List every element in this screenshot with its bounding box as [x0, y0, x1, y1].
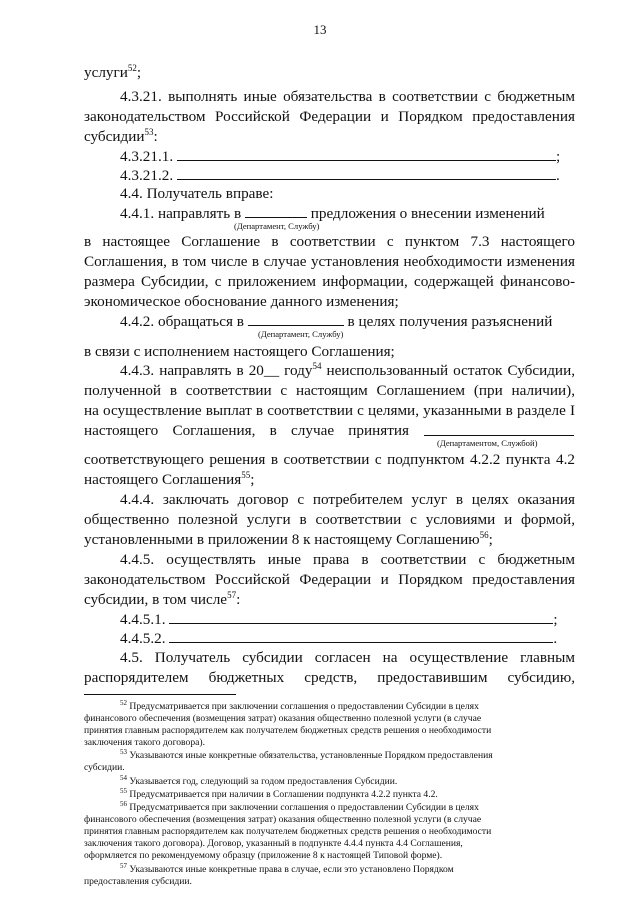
text: ;: [553, 611, 558, 628]
footnote-ref-54: 54: [312, 360, 322, 371]
item-number: 4.4.5.2.: [120, 630, 166, 647]
text: услуги: [84, 64, 128, 81]
body-line-29: 4.5. Получатель субсидии согласен на осуществление главным: [120, 649, 575, 666]
footnote-ref-53: 53: [144, 126, 154, 137]
footnote-53-line-2: субсидии.: [84, 762, 125, 773]
body-line-19: соответствующего решения в соответствии с подпунктом 4.2.2 пункта 4.2: [84, 451, 575, 468]
body-line-17: на осуществление выплат в соответствии с целями, указанными в разделе I: [84, 402, 575, 419]
page-number: 13: [313, 22, 327, 37]
body-line-16: полученной в соответствии с настоящим Соглашением (при наличии),: [84, 382, 575, 399]
footnote-number: 55: [120, 786, 127, 795]
blank-line: [245, 203, 307, 218]
footnote-56-line-2: финансового обеспечения (возмещения затрат) оказания общественно полезной услуги (в случае: [84, 814, 482, 825]
body-line-12: экономическое обоснование данного изменения;: [84, 293, 399, 310]
caption-department: (Департамент, Службу): [258, 329, 344, 339]
footnote-57-line-2: предоставления субсидии.: [84, 876, 192, 887]
footnote-52-line-3: принятия главным распорядителем как получателем бюджетных средств решения о необходимости: [84, 725, 492, 736]
text: 4.4.2. обращаться в: [120, 313, 244, 330]
footnote-number: 52: [120, 698, 127, 707]
text: установленными в приложении 8 к настоящему Соглашению: [84, 531, 480, 548]
text: Указывается год, следующий за годом предоставления Субсидии.: [129, 776, 398, 787]
body-line-24: 4.4.5. осуществлять иные права в соответствии с бюджетным: [120, 551, 575, 568]
footnote-separator: [84, 694, 236, 695]
body-line-30: распорядителем бюджетных средств, предоставившим субсидию,: [84, 669, 575, 686]
text: субсидии: [84, 128, 145, 145]
footnote-52-line-2: финансового обеспечения (возмещения затрат) оказания общественно полезной услуги (в случае: [84, 713, 482, 724]
body-line-5: [120, 146, 560, 166]
text: ;: [250, 471, 255, 488]
body-line-3: законодательством Российской Федерации и Порядком предоставления: [84, 108, 575, 125]
footnote-ref-52: 52: [127, 62, 137, 73]
body-line-15: [120, 361, 575, 380]
caption-department: (Департамент, Службу): [234, 221, 320, 231]
body-line-7: 4.4. Получатель вправе:: [120, 185, 274, 202]
text: субсидии, в том числе: [84, 591, 228, 608]
footnote-52-line-4: заключения такого договора).: [84, 737, 205, 748]
text: 4.4.1. направлять в: [120, 205, 242, 222]
text: .: [553, 630, 558, 647]
footnote-ref-57: 57: [227, 589, 237, 600]
text: ;: [555, 148, 561, 165]
body-line-27: [120, 609, 558, 629]
text: ;: [136, 64, 142, 81]
text: Предусматривается при наличии в Соглашении подпункта 4.2.2 пункта 4.2.: [129, 789, 438, 800]
text: Предусматривается при заключении соглашения о предоставлении Субсидии в целях: [129, 701, 479, 712]
blank-line: [169, 609, 553, 624]
body-line-25: законодательством Российской Федерации и Порядком предоставления: [84, 571, 575, 588]
body-line-26: [84, 590, 240, 609]
body-line-23: [84, 530, 493, 549]
text: настоящего Соглашения: [84, 471, 242, 488]
blank-line: [169, 628, 553, 643]
footnote-52-line-1: [120, 698, 479, 713]
caption-department: (Департаментом, Службой): [437, 438, 538, 448]
body-line-1: [84, 63, 141, 82]
text: Указываются иные конкретные права в случае, если это установлено Порядком: [129, 864, 454, 875]
footnote-number: 54: [120, 773, 127, 782]
footnote-56-line-1: [120, 799, 479, 814]
footnote-54-line-1: [120, 773, 398, 788]
text: :: [236, 591, 241, 608]
blank-line: [248, 311, 344, 326]
text: Указываются иные конкретные обязательства, установленные Порядком предоставления: [129, 750, 493, 761]
body-line-11: размера Субсидии, с приложением информации, содержащей финансово-: [84, 273, 575, 290]
item-number: 4.3.21.2.: [120, 167, 174, 184]
item-number: 4.3.21.1.: [120, 148, 174, 165]
footnote-56-line-4: заключения такого договора). Договор, указанный в подпункте 4.4.4 пункта 4.4 Соглашения,: [84, 838, 463, 849]
body-line-13: [120, 311, 552, 331]
body-line-22: общественно полезной услуги в соответствии с условиями и формой,: [84, 511, 575, 528]
text: .: [555, 167, 560, 184]
text: Предусматривается при заключении соглашения о предоставлении Субсидии в целях: [129, 802, 479, 813]
body-line-14: в связи с исполнением настоящего Соглашения;: [84, 343, 395, 360]
text: 4.4.3. направлять в 20__ году: [120, 362, 313, 379]
body-line-28: [120, 628, 557, 648]
item-number: 4.4.5.1.: [120, 611, 166, 628]
text: предложения о внесении изменений: [310, 205, 545, 222]
body-line-2: 4.3.21. выполнять иные обязательства в соответствии с бюджетным: [120, 88, 575, 105]
body-line-6: [120, 165, 560, 185]
body-line-9: в настоящее Соглашение в соответствии с пунктом 7.3 настоящего: [84, 233, 575, 250]
footnote-55-line-1: [120, 786, 438, 801]
blank-line: [424, 421, 574, 436]
footnote-53-line-1: [120, 747, 493, 762]
blank-line: [177, 146, 556, 161]
text: в целях получения разъяснений: [347, 313, 553, 330]
footnote-57-line-1: [120, 861, 454, 876]
footnote-number: 56: [120, 799, 127, 808]
text: неиспользованный остаток Субсидии,: [326, 362, 575, 379]
body-line-10: Соглашения, в том числе в случае установления необходимости изменения: [84, 253, 575, 270]
footnote-number: 53: [120, 747, 127, 756]
footnote-56-line-5: оформляется по рекомендуемому образцу (приложение 8 к настоящей Типовой форме).: [84, 850, 443, 861]
blank-line: [177, 165, 556, 180]
text: :: [153, 128, 158, 145]
body-line-8: [120, 203, 545, 223]
footnote-ref-55: 55: [241, 469, 251, 480]
body-line-21: 4.4.4. заключать договор с потребителем услуг в целях оказания: [120, 491, 575, 508]
body-line-4: [84, 127, 158, 146]
footnote-number: 57: [120, 861, 127, 870]
text: ;: [488, 531, 493, 548]
body-line-18: настоящего Соглашения, в случае принятия: [84, 422, 409, 439]
footnote-56-line-3: принятия главным распорядителем как получателем бюджетных средств решения о необходимости: [84, 826, 492, 837]
footnote-ref-56: 56: [479, 529, 489, 540]
body-line-20: [84, 470, 254, 489]
